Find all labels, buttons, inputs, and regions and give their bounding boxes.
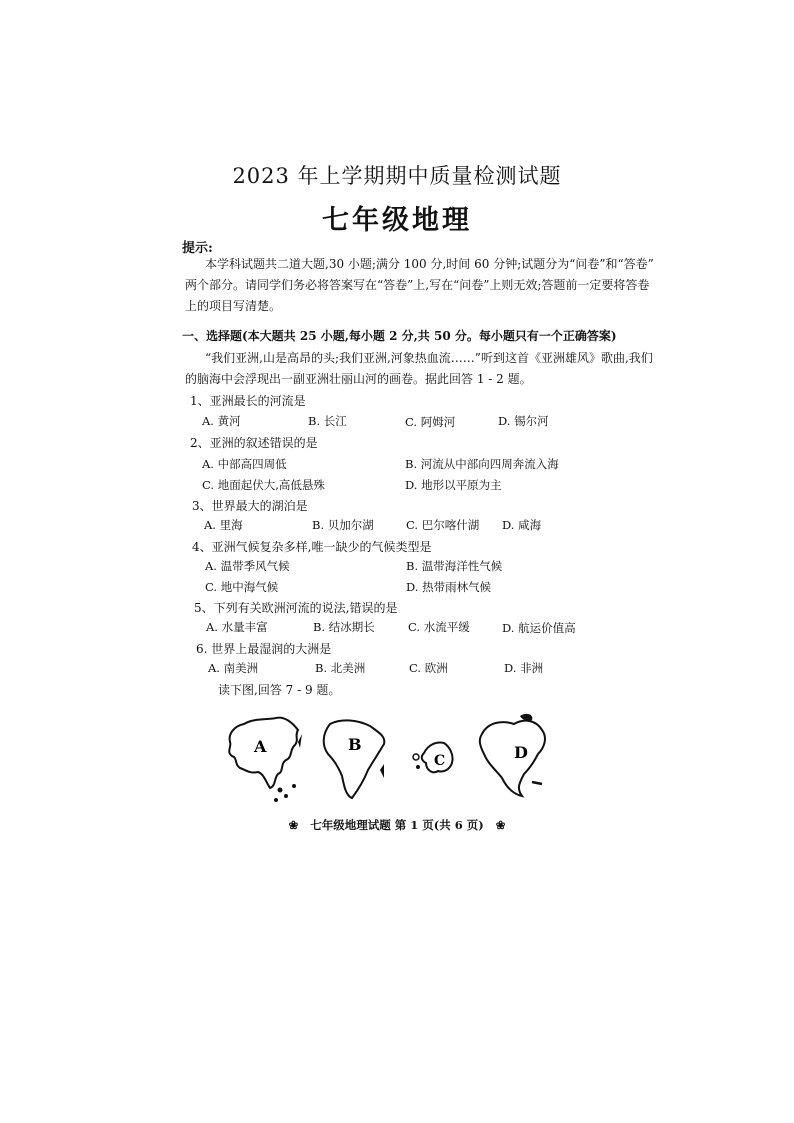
tips-line-2: 两个部分。请同学们务必将答案写在“答卷”上,写在“问卷”上则无效;答题前一定要将答卷 [185,278,650,292]
q3-option-d: D. 咸海 [502,518,542,532]
north-america-map [472,712,554,802]
q3-option-b: B. 贝加尔湖 [312,518,374,532]
asia-map [220,712,310,804]
map-label-a: A [254,737,267,756]
question-4: 4、亚洲气候复杂多样,唯一缺少的气候类型是 [192,540,432,554]
q5-option-b: B. 结冰期长 [313,620,375,634]
exam-title: 2023 年上学期期中质量检测试题 [232,164,562,188]
map-label-d: D [514,743,528,762]
q2-option-a: A. 中部高四周低 [202,457,287,471]
map-label-c: C [434,753,446,769]
question-2: 2、亚洲的叙述错误的是 [190,436,318,450]
q1-option-b: B. 长江 [308,414,347,428]
question-3: 3、世界最大的湖泊是 [192,499,308,513]
q6-option-c: C. 欧洲 [409,661,448,675]
q1-option-c: C. 阿姆河 [405,415,456,429]
q4-option-a: A. 温带季风气候 [205,559,290,573]
intro-line-2: 的脑海中会浮现出一副亚洲壮丽山河的画卷。据此回答 1 - 2 题。 [185,372,532,386]
footer-text: 七年级地理试题 第 1 页(共 6 页) [310,818,484,832]
question-1: 1、亚洲最长的河流是 [190,394,306,408]
q6-option-a: A. 南美洲 [208,661,259,675]
question-5: 5、下列有关欧洲河流的说法,错误的是 [194,601,398,615]
q4-option-c: C. 地中海气候 [205,580,279,594]
exam-subtitle: 七年级地理 [322,205,472,236]
q3-option-a: A. 里海 [204,518,243,532]
tips-label: 提示: [182,241,213,256]
q3-option-c: C. 巴尔喀什湖 [406,518,480,532]
map-prompt: 读下图,回答 7 - 9 题。 [218,683,341,697]
page-footer [0,817,794,833]
tips-line-1: 本学科试题共二道大题,30 小题;满分 100 分,时间 60 分钟;试题分为“问卷”和“答卷” [205,257,654,271]
flower-icon: ❀ [495,818,506,832]
q2-option-b: B. 河流从中部向四周奔流入海 [405,457,559,471]
intro-line-1: “我们亚洲,山是高昂的头;我们亚洲,河象热血流……”听到这首《亚洲雄风》歌曲,我们 [205,351,653,365]
europe-map [410,735,460,781]
q4-option-d: D. 热带雨林气候 [406,580,492,594]
q1-option-d: D. 锡尔河 [498,414,549,428]
q1-option-a: A. 黄河 [202,414,241,428]
q2-option-c: C. 地面起伏大,高低悬殊 [202,478,325,492]
q6-option-d: D. 非洲 [504,661,544,675]
question-6: 6. 世界上最湿润的大洲是 [196,642,332,656]
flower-icon: ❀ [288,818,299,832]
q6-option-b: B. 北美洲 [315,661,366,675]
q5-option-c: C. 水流平缓 [408,620,470,634]
africa-map [318,716,393,802]
q2-option-d: D. 地形以平原为主 [405,478,502,492]
section-heading: 一、选择题(本大题共 25 小题,每小题 2 分,共 50 分。每小题只有一个正确答案) [182,329,617,343]
q4-option-b: B. 温带海洋性气候 [406,559,503,573]
tips-line-3: 上的项目写清楚。 [185,299,282,313]
q5-option-a: A. 水量丰富 [206,620,268,634]
map-label-b: B [348,735,362,754]
q5-option-d: D. 航运价值高 [502,621,576,635]
